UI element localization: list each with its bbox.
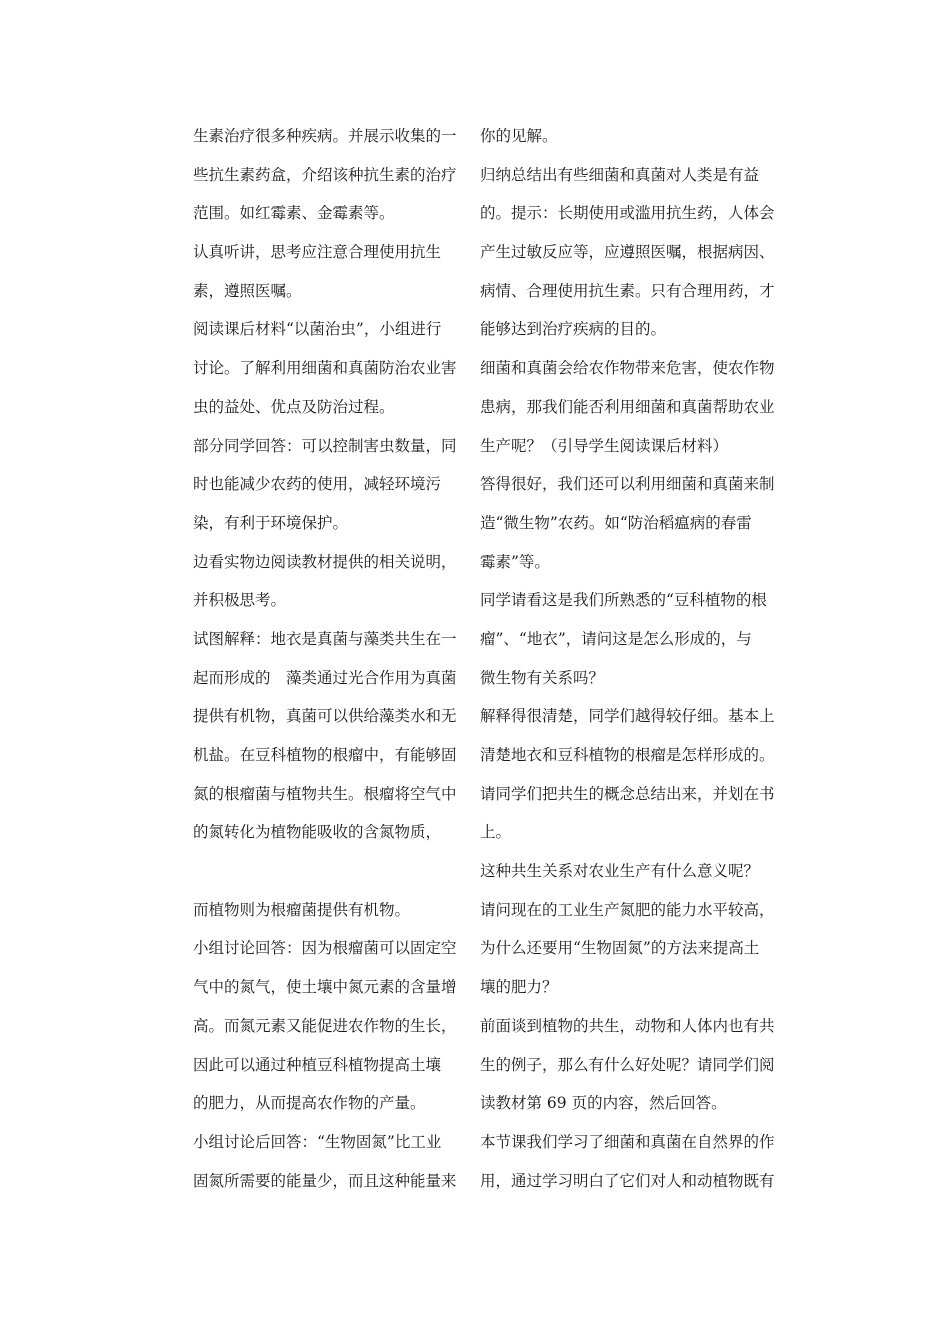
left-line: 范围。如红霉素、金霉素等。 — [193, 204, 395, 223]
left-line: 高。而氮元素又能促进农作物的生长， — [193, 1016, 457, 1035]
right-line: 产生过敏反应等，应遵照医嘱，根据病因、 — [480, 243, 775, 262]
left-line: 并积极思考。 — [193, 591, 287, 610]
left-line: 氮的根瘤菌与植物共生。根瘤将空气中 — [193, 784, 457, 803]
right-line: 前面谈到植物的共生，动物和人体内也有共 — [480, 1016, 775, 1035]
left-line: 的氮转化为植物能吸收的含氮物质， — [193, 823, 442, 842]
right-line: 生的例子，那么有什么好处呢？请同学们阅 — [480, 1055, 775, 1074]
left-line: 因此可以通过种植豆科植物提高土壤 — [193, 1055, 442, 1074]
left-line: 些抗生素药盒，介绍该种抗生素的治疗 — [193, 165, 457, 184]
right-line: 读教材第 69 页的内容，然后回答。 — [480, 1094, 727, 1113]
left-line: 提供有机物，真菌可以供给藻类水和无 — [193, 707, 457, 726]
right-line: 生产呢？（引导学生阅读课后材料） — [480, 436, 729, 455]
right-line: 同学请看这是我们所熟悉的“豆科植物的根 — [480, 591, 767, 610]
right-line: 你的见解。 — [480, 127, 558, 145]
left-line: 小组讨论后回答：“生物固氮”比工业 — [193, 1132, 442, 1151]
left-line: 时也能减少农药的使用，减轻环境污 — [193, 475, 442, 494]
left-line: 试图解释：地衣是真菌与藻类共生在一 — [193, 629, 457, 648]
left-line: 的肥力，从而提高农作物的产量。 — [193, 1094, 426, 1113]
left-line: 染，有利于环境保护。 — [193, 513, 349, 532]
right-line: 解释得很清楚，同学们越得较仔细。基本上 — [480, 707, 775, 726]
right-line: 为什么还要用“生物固氮”的方法来提高土 — [480, 939, 760, 958]
right-line: 答得很好，我们还可以利用细菌和真菌来制 — [480, 475, 775, 494]
left-line: 讨论。了解利用细菌和真菌防治农业害 — [193, 359, 457, 378]
right-line: 瘤”、“地衣”，请问这是怎么形成的，与 — [480, 629, 752, 648]
right-line: 上。 — [480, 823, 512, 842]
left-line: 部分同学回答：可以控制害虫数量，同 — [193, 436, 457, 455]
left-line: 起而形成的 藻类通过光合作用为真菌 — [193, 668, 457, 687]
right-line: 请同学们把共生的概念总结出来，并划在书 — [480, 784, 775, 803]
right-line: 用，通过学习明白了它们对人和动植物既有 — [480, 1171, 775, 1190]
right-line: 微生物有关系吗？ — [480, 668, 605, 687]
right-line: 病情、合理使用抗生素。只有合理用药，才 — [480, 281, 775, 300]
right-column — [480, 122, 810, 1205]
right-line: 请问现在的工业生产氮肥的能力水平较高， — [480, 900, 775, 919]
right-line: 这种共生关系对农业生产有什么意义呢？ — [480, 862, 760, 881]
left-line: 机盐。在豆科植物的根瘤中，有能够固 — [193, 746, 457, 764]
left-line: 阅读课后材料“以菌治虫”，小组进行 — [193, 320, 442, 339]
left-line: 认真听讲，思考应注意合理使用抗生 — [193, 243, 442, 262]
right-line: 本节课我们学习了细菌和真菌在自然界的作 — [480, 1132, 775, 1151]
right-line: 造“微生物”农药。如“防治稻瘟病的春雷 — [480, 513, 752, 532]
right-line: 霉素”等。 — [480, 552, 550, 571]
left-blank-line — [193, 857, 493, 896]
right-line: 能够达到治疗疾病的目的。 — [480, 320, 667, 339]
right-line: 细菌和真菌会给农作物带来危害，使农作物 — [480, 359, 775, 378]
left-line: 生素治疗很多种疾病。并展示收集的一 — [193, 127, 457, 145]
left-line: 气中的氮气，使土壤中氮元素的含量增 — [193, 978, 457, 997]
right-line: 的。提示：长期使用或滥用抗生药，人体会 — [480, 204, 775, 223]
left-line: 边看实物边阅读教材提供的相关说明， — [193, 552, 457, 571]
right-line: 壤的肥力？ — [480, 978, 558, 997]
left-column — [193, 122, 493, 1205]
left-line: 固氮所需要的能量少，而且这种能量来 — [193, 1171, 457, 1190]
left-line: 小组讨论回答：因为根瘤菌可以固定空 — [193, 939, 457, 958]
right-line: 清楚地衣和豆科植物的根瘤是怎样形成的。 — [480, 746, 775, 764]
left-line: 虫的益处、优点及防治过程。 — [193, 397, 395, 416]
left-line: 而植物则为根瘤菌提供有机物。 — [193, 900, 411, 919]
right-line: 患病，那我们能否利用细菌和真菌帮助农业 — [480, 397, 775, 416]
right-line: 归纳总结出有些细菌和真菌对人类是有益 — [480, 165, 760, 184]
left-line: 素，遵照医嘱。 — [193, 281, 302, 300]
